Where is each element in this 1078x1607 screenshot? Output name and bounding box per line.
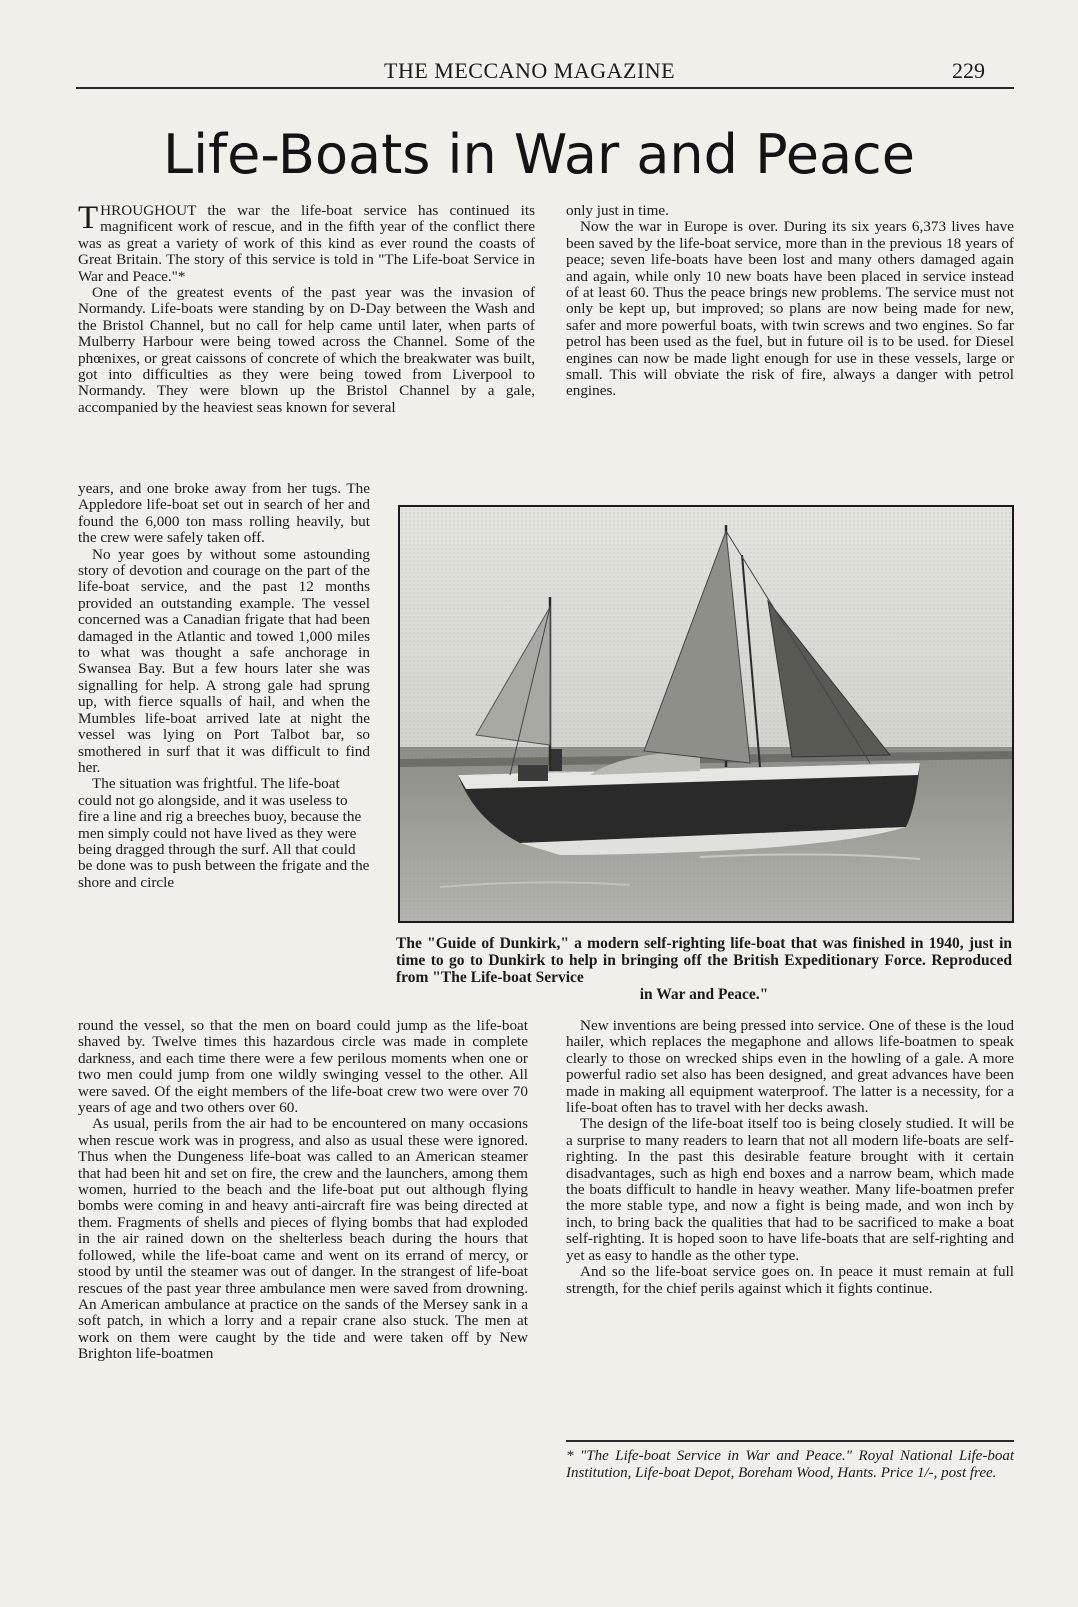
paragraph: only just in time. bbox=[566, 202, 669, 219]
paragraph: The situation was frightful. The life-boat could not go alongside, and it was useless to fire a line and rig a breeches buoy, because the men simply could not have lived as they were being dragged through the surf. All that could be done was to push between the frigate and the shore and circle bbox=[78, 775, 370, 891]
footnote: * "The Life-boat Service in War and Peace." Royal National Life-boat Institution, Life-boat Depot, Boreham Wood, Hants. Price 1/-, post free. bbox=[566, 1448, 1014, 1481]
paragraph: years, and one broke away from her tugs. The Appledore life-boat set out in search of her and found the 6,000 ton mass rolling heavily, but the crew were safely taken off. bbox=[78, 480, 370, 547]
paragraph-opening: THROUGHOUT the war the life-boat service has continued its magnificent work of rescue, and in the fifth year of the conflict there was as great a variety of work of this kind as ever round the coasts of Great Britain. The story of this service is told in "The Life-boat Service in War and Peace."* bbox=[78, 200, 535, 285]
paragraph: New inventions are being pressed into service. One of these is the loud hailer, which replaces the megaphone and allows life-boatmen to speak clearly to those on wrecked ships even in the howling of a gale. A more powerful radio set also has been designed, and great advances have been made in making all equipment waterproof. The latter is a necessity, for a life-boat often has to travel with her decks awash. bbox=[566, 1017, 1014, 1117]
article-title: Life-Boats in War and Peace bbox=[163, 123, 915, 186]
header-rule bbox=[76, 87, 1014, 89]
magazine-name: THE MECCANO MAGAZINE bbox=[384, 58, 676, 83]
paragraph: One of the greatest events of the past year was the invasion of Normandy. Life-boats were standing by on D-Day between the Wash and the Bristol Channel, but no call for help came until later, when parts of Mulberry Harbour were being towed across the Channel. Some of the phœnixes, or great caissons of concrete of which the breakwater was built, got into difficulties as they were being towed from Liverpool to Normandy. They were blown up the Bristol Channel by a gale, accompanied by the heaviest seas known for several bbox=[78, 284, 535, 416]
left-column-bottom bbox=[78, 1018, 528, 1363]
running-head bbox=[0, 58, 1078, 88]
caption-text: The "Guide of Dunkirk," a modern self-righting life-boat that was finished in 1940, just in time to go to Dunkirk to help in bringing off the British Expeditionary Force. Reproduced from "The Life-boat Service bbox=[396, 935, 1012, 986]
right-column-bottom bbox=[566, 1018, 1014, 1297]
paragraph: And so the life-boat service goes on. In peace it must remain at full strength, for the chief perils against which it fights continue. bbox=[566, 1263, 1014, 1297]
right-column-top bbox=[566, 203, 1014, 400]
footnote-rule bbox=[566, 1440, 1014, 1442]
paragraph: As usual, perils from the air had to be encountered on many occasions when rescue work was in progress, and also as usual these were ignored. Thus when the Dungeness life-boat was called to an American steamer that had been hit and set on fire, the crew and the launchers, among them women, hurried to the beach and the life-boat put out although flying bombs were coming in and heavy anti-aircraft fire was being directed at them. Fragments of shells and pieces of flying bombs that had exploded in the air rained down on the shelterless beach during the hours that followed, while the life-boat came and went on its errand of mercy, or stood by until the steamer was out of danger. In the strangest of life-boat rescues of the past year three ambulance men were saved from drowning. An American ambulance at practice on the sands of the Mersey sank in a soft patch, in which a lorry and a repair crane also stuck. The men at work on them were caught by the tide and were taken off by New Brighton life-boatmen bbox=[78, 1115, 528, 1363]
left-column-top bbox=[78, 200, 535, 416]
lifeboat-photo bbox=[398, 505, 1014, 923]
sailing-lifeboat-illustration bbox=[400, 507, 1012, 921]
caption-end: in War and Peace." bbox=[639, 986, 769, 1003]
paragraph: The design of the life-boat itself too is being closely studied. It will be a surprise to many readers to learn that not all modern life-boats are self-righting. In the past this desirable feature brought with it certain disadvantages, such as high end boxes and a narrow beam, which made the boats difficult to handle in heavy weather. Many life-boatmen prefer the more stable type, and now a fight is being made, and won inch by inch, to bring back the qualities that had to be sacrificed to make a boat self-righting. It is hoped soon to have life-boats that are self-righting and yet as easy to handle as the other type. bbox=[566, 1115, 1014, 1264]
paragraph: Now the war in Europe is over. During its six years 6,373 lives have been saved by the life-boat service, more than in the previous 18 years of peace; seven life-boats have been lost and many others damaged again and again, while only 10 new boats have been placed in service instead of at least 60. Thus the peace brings new problems. The service must not only be kept up, but improved; so plans are now being made for new, safer and more powerful boats, with twin screws and two engines. So far petrol has been used as the fuel, but in future oil is to be used. for Diesel engines can now be made light enough for use in these vessels, large or small. This will obviate the risk of fire, always a danger with petrol engines. bbox=[566, 218, 1014, 400]
paragraph: No year goes by without some astounding story of devotion and courage on the part of the life-boat service, and the past 12 months provided an outstanding example. The vessel concerned was a Canadian frigate that had been damaged in the Atlantic and towed 1,000 miles to what was thought a safe anchorage in Swansea Bay. But a few hours later she was signalling for help. A strong gale had sprung up, with fierce squalls of hail, and when the Mumbles life-boat arrived late at night the vessel was lying on Port Talbot bar, so smothered in surf that it was difficult to find her. bbox=[78, 545, 370, 776]
photo-caption bbox=[396, 935, 1012, 1003]
paragraph: round the vessel, so that the men on board could jump as the life-boat shaved by. Twelve times this hazardous circle was made in complete darkness, and each time there were a few perilous moments when one or two men could jump from one wildly swinging vessel to the other. All were saved. Of the eight members of the life-boat crew two were over 70 years of age and two others over 60. bbox=[78, 1017, 528, 1117]
page-number: 229 bbox=[952, 58, 985, 83]
left-column-middle bbox=[78, 481, 370, 891]
drop-cap: T bbox=[78, 200, 99, 236]
